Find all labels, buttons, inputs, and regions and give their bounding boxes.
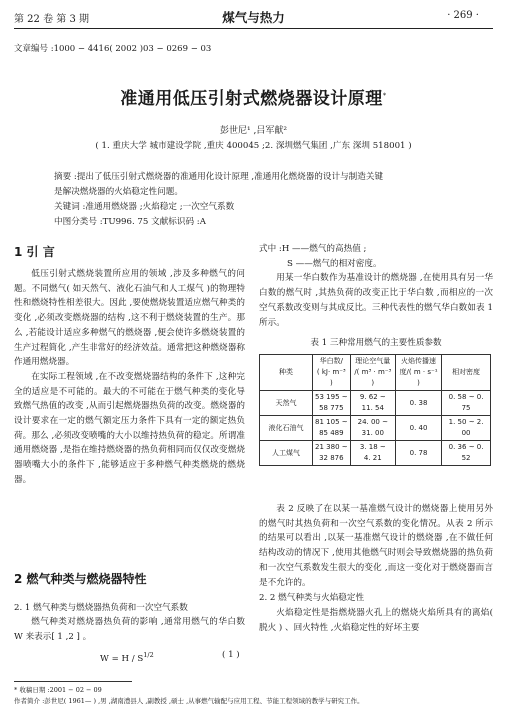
header-text: 理论空气量 [355, 357, 391, 365]
cell-text: 58 775 [319, 404, 344, 412]
cell-text: 21 380 ~ [315, 443, 348, 451]
table-header-cell [395, 355, 441, 391]
cell-text: 24. 00 ~ [357, 418, 388, 426]
equation-1-number: ( 1 ) [222, 650, 240, 660]
paragraph-intro-2: 在实际工程领域 ,在不改变燃烧器结构的条件下 ,这种完全的适应是不可能的。最大的不可能在于燃气种类的变化导致燃气热值的改变 ,从而引起燃烧器热负荷的改变。燃烧器的设计要求在一定的燃气额定压力条件下具有一定的额定热负荷。那么 ,必须改变喷嘴的大小以维持热负荷的稳定。所谓准通用燃烧器 ,是指在维持燃烧器的热负荷相同而仅仅改变燃烧器喷嘴大小的条件下 ,能够适应于多种燃气种类燃烧的燃烧器。 [14, 371, 245, 485]
section-2-heading: 2 燃气种类与燃烧器特性 [14, 572, 147, 586]
table-cell: 1. 50 ~ 2. 00 [442, 416, 491, 441]
left-column-2-1 [14, 615, 245, 644]
table-cell [350, 391, 395, 416]
cell-text: 3. 18 ~ [359, 443, 386, 451]
table-row [260, 391, 491, 416]
cell-text: 53 195 ~ [315, 393, 348, 401]
equation-1-exponent: 1/2 [143, 651, 154, 659]
left-column-intro [14, 267, 245, 488]
table-1 [259, 354, 491, 466]
table-cell: 液化石油气 [260, 416, 313, 441]
header-text: 华白数/ [319, 357, 343, 365]
paragraph-intro-1: 低压引射式燃烧装置所应用的领域 ,涉及多种燃气的问题。不同燃气( 如天然气、液化石油气和人工煤气 )的物理特性和燃烧特性相差很大。因此 ,要使燃烧装置适应燃气种类的变化 ,必须改变燃烧器的结构 ,这不利于燃烧装置的生产。那么 ,若能设计适应多种燃气的燃烧器 ,便会使许多燃烧装置的生产过程简化 ,产生非常好的经济效益。通常把这种燃烧器称作通用燃烧器。 [14, 269, 245, 368]
table-cell: 0. 40 [395, 416, 441, 441]
table-1-caption: 表 1 三种常用燃气的主要性质参数 [310, 338, 442, 348]
table-cell: 0. 78 [395, 441, 441, 466]
author-affiliation: ( 1. 重庆大学 城市建设学院 ,重庆 400045 ;2. 深圳燃气集团 ,广东 深圳 518001 ) [95, 141, 412, 151]
table-cell [350, 416, 395, 441]
author-list: 彭世尼¹ ,吕军献² [220, 126, 287, 136]
header-text: 度/( m · s⁻¹ ) [399, 368, 438, 387]
equation-1 [100, 648, 154, 667]
table-cell [313, 441, 351, 466]
table-cell [313, 416, 351, 441]
running-header-page-number: · 269 · [447, 10, 479, 21]
cell-text: 81 105 ~ [315, 418, 348, 426]
right-column-bottom [259, 502, 493, 635]
header-text: /( m³ · m⁻³ ) [354, 368, 392, 387]
section-1-heading: 1 引 言 [14, 245, 55, 259]
table-cell [313, 391, 351, 416]
table-cell [350, 441, 395, 466]
cell-text: 11. 54 [361, 404, 384, 412]
table-header-cell: 相对密度 [442, 355, 491, 391]
table-row [260, 441, 491, 466]
right-column-top [259, 242, 493, 330]
footnote-author-bio: 作者简介 :彭世尼( 1961— ) ,男 ,湖南澧县人 ,副教授 ,硕士 ,从事燃气输配与应用工程、节能工程领域的教学与研究工作。 [14, 697, 364, 705]
table-cell: 人工煤气 [260, 441, 313, 466]
cell-text: 32 876 [319, 454, 344, 462]
running-header-journal: 煤气与热力 [222, 10, 285, 25]
cell-text: 4. 21 [363, 454, 382, 462]
subsection-2-1-heading: 2. 1 燃气种类与燃烧器热负荷和一次空气系数 [14, 603, 188, 613]
paragraph-flame-stability: 火焰稳定性是指燃烧器火孔上的燃烧火焰所具有的离焰( 脱火 ) 、回火特性 ,火焰稳定性的好坏主要 [259, 607, 493, 633]
subsection-2-2-heading: 2. 2 燃气种类与火焰稳定性 [259, 593, 365, 604]
title-footnote-mark: * [382, 91, 387, 100]
cell-text: 9. 62 ~ [359, 393, 386, 401]
paragraph-wobbe-effect: 用某一华白数作为基准设计的燃烧器 ,在使用具有另一华白数的燃气时 ,其热负荷的改变正比于华白数 ,而相应的一次空气系数改变则与其成反比。三种代表性的燃气华白数如表 1 所示。 [259, 273, 493, 328]
paragraph-wobbe: 燃气种类对燃烧器热负荷的影响 ,通常用燃气的华白数 W 来表示[ 1 ,2 ] 。 [14, 617, 245, 642]
article-number: 文章编号 :1000 − 4416( 2002 )03 − 0269 − 03 [14, 44, 212, 54]
paragraph-table-2: 表 2 反映了在以某一基准燃气设计的燃烧器上使用另外的燃气时其热负荷和一次空气系数的变化情况。从表 2 所示的结果可以看出 ,以某一基准燃气设计的燃烧器 ,在不做任何结构改动的情况下 ,使用其他燃气时则会导致燃烧器的热负荷和一次空气系数发生很大的变化 ,而这一变化对于燃烧器而言是不允许的。 [259, 504, 493, 588]
header-rule [14, 28, 493, 29]
equation-1-body: W = H / S [100, 653, 144, 664]
table-cell: 0. 58 ~ 0. 75 [442, 391, 491, 416]
classification-line: 中图分类号 :TU996. 75 文献标识码 :A [54, 217, 206, 227]
header-text: ( kJ· m⁻³ ) [316, 368, 346, 387]
paper-title-text: 准通用低压引射式燃烧器设计原理 [120, 89, 383, 109]
table-header-cell: 种类 [260, 355, 313, 391]
table-header-cell [313, 355, 351, 391]
definition-h: 式中 :H ——燃气的高热值 ; [259, 244, 367, 254]
table-header-row [260, 355, 491, 391]
table-row [260, 416, 491, 441]
running-header-issue: 第 22 卷 第 3 期 [14, 14, 89, 25]
keywords-line: 关键词 :准通用燃烧器 ;火焰稳定 ;一次空气系数 [54, 202, 235, 212]
table-cell: 天然气 [260, 391, 313, 416]
table-header-cell [350, 355, 395, 391]
cell-text: 85 489 [319, 429, 344, 437]
abstract-line-1: 摘要 :提出了低压引射式燃烧器的准通用化设计原理 ,准通用化燃烧器的设计与制造关键 [54, 172, 384, 182]
header-text: 火焰传播速 [401, 357, 437, 365]
definition-s: S ——燃气的相对密度。 [287, 258, 382, 269]
cell-text: 31. 00 [361, 429, 384, 437]
abstract-line-2: 是解决燃烧器的火焰稳定性问题。 [54, 187, 183, 197]
paper-title [0, 84, 507, 109]
footnote-received: * 收稿日期 :2001 − 02 − 09 [14, 686, 102, 694]
footnote-rule [14, 681, 132, 682]
table-cell: 0. 38 [395, 391, 441, 416]
table-cell: 0. 36 ~ 0. 52 [442, 441, 491, 466]
